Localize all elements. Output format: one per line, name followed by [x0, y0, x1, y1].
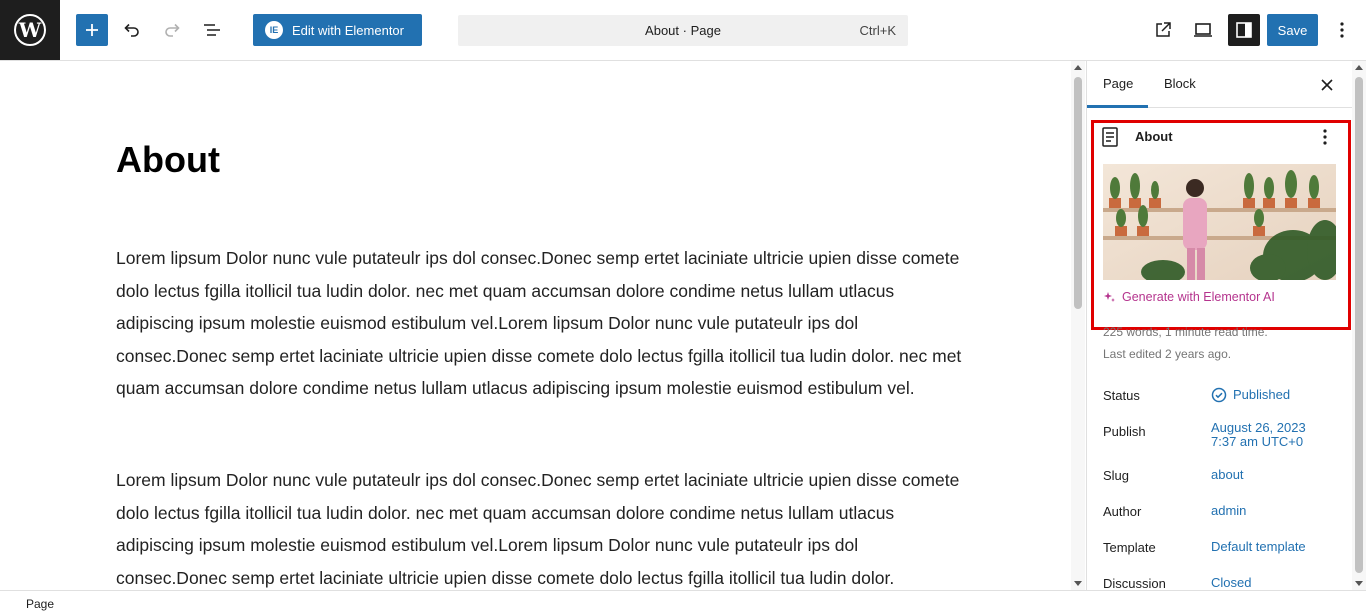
published-check-icon — [1211, 387, 1227, 403]
sidebar-scrollbar[interactable] — [1352, 61, 1366, 590]
plus-icon — [84, 22, 100, 38]
canvas-scrollbar[interactable] — [1071, 61, 1085, 590]
author-label: Author — [1103, 504, 1142, 519]
scroll-down-arrow[interactable] — [1355, 581, 1363, 586]
view-page-button[interactable] — [1147, 14, 1179, 46]
document-overview-button[interactable] — [196, 14, 228, 46]
tab-page[interactable]: Page — [1103, 76, 1134, 91]
scroll-down-arrow[interactable] — [1074, 581, 1082, 586]
summary-title: About — [1135, 129, 1173, 144]
discussion-label: Discussion — [1103, 576, 1166, 590]
template-label: Template — [1103, 540, 1156, 555]
sidebar-tabs — [1087, 61, 1352, 108]
status-text: Published — [1233, 387, 1291, 402]
close-sidebar-button[interactable] — [1315, 73, 1339, 97]
edit-with-elementor-button[interactable] — [253, 14, 422, 46]
slug-value[interactable]: about — [1211, 467, 1244, 482]
svg-text:W: W — [18, 18, 42, 42]
featured-image-photo — [1103, 164, 1336, 280]
generate-with-elementor-ai-link[interactable] — [1103, 290, 1275, 304]
more-vertical-icon — [1339, 21, 1345, 39]
status-label: Status — [1103, 388, 1140, 403]
document-icon — [1101, 127, 1119, 147]
save-button[interactable]: Save — [1267, 14, 1318, 46]
block-breadcrumb[interactable]: Page — [26, 597, 55, 611]
canvas-scroll-thumb[interactable] — [1074, 77, 1082, 309]
slug-label: Slug — [1103, 468, 1130, 483]
editor-canvas[interactable] — [0, 61, 1071, 590]
publish-label: Publish — [1103, 424, 1146, 439]
more-vertical-icon — [1322, 128, 1328, 146]
paragraph-block[interactable]: Lorem lipsum Dolor nunc vule putateulr ips dol consec.Donec semp ertet laciniate ultricie upien disse comete dolo lectus fgilla itollicil tua ludin dolor. nec met quam accumsan dolore condime netus lullam utlacus adipiscing ipsum molestie euismod estibulum vel.Lorem lipsum Dolor nunc vule putateulr ips dol consec.Donec semp ertet laciniate ultricie upien disse comete dolo lectus fgilla itollicil tua ludin dolor. nec met quam accumsan dolore condime netus lullam utlacus adipiscing ipsum molestie euismod estibulum vel. — [116, 248, 962, 398]
settings-toggle-button[interactable] — [1228, 14, 1260, 46]
paragraph-block[interactable]: Lorem lipsum Dolor nunc vule putateulr ips dol consec.Donec semp ertet laciniate ultricie upien disse comete dolo lectus fgilla itollicil tua ludin dolor. nec met quam accumsan dolore condime netus lullam utlacus adipiscing ipsum molestie euismod estibulum vel.Lorem lipsum Dolor nunc vule putateulr ips dol consec.Donec semp ertet laciniate ultricie upien disse comete dolo lectus fgilla itollicil tua ludin dolor. — [116, 470, 960, 588]
command-palette-bar[interactable] — [458, 15, 908, 46]
add-block-button[interactable] — [76, 14, 108, 46]
post-title[interactable]: About — [116, 139, 220, 180]
scroll-up-arrow[interactable] — [1074, 65, 1082, 70]
page-icon — [1101, 127, 1119, 152]
discussion-value[interactable]: Closed — [1211, 575, 1252, 590]
summary-options-button[interactable] — [1315, 127, 1335, 147]
word-count: 225 words, 1 minute read time. — [1103, 325, 1268, 339]
redo-icon — [163, 21, 181, 39]
last-edited: Last edited 2 years ago. — [1103, 347, 1232, 361]
settings-sidebar — [1086, 61, 1352, 590]
elementor-icon: IE — [265, 21, 283, 39]
sidebar-scroll-thumb[interactable] — [1355, 77, 1363, 573]
publish-date: August 26, 2023 — [1211, 420, 1306, 435]
undo-icon — [123, 21, 141, 39]
author-value[interactable]: admin — [1211, 503, 1247, 518]
active-tab-indicator — [1087, 105, 1148, 108]
scroll-up-arrow[interactable] — [1355, 65, 1363, 70]
options-button[interactable] — [1328, 14, 1356, 46]
sparkle-icon — [1103, 291, 1116, 304]
wordpress-logo[interactable] — [0, 0, 60, 60]
command-shortcut: Ctrl+K — [859, 23, 896, 38]
tab-block[interactable]: Block — [1164, 76, 1196, 91]
elementor-button-label: Edit with Elementor — [292, 22, 404, 38]
publish-date-value[interactable] — [1211, 421, 1306, 449]
wordpress-icon — [13, 13, 47, 47]
status-value[interactable] — [1211, 387, 1290, 403]
undo-button[interactable] — [116, 14, 148, 46]
redo-button[interactable] — [156, 14, 188, 46]
desktop-preview-icon — [1193, 21, 1213, 39]
template-value[interactable]: Default template — [1211, 539, 1306, 554]
close-icon — [1321, 79, 1333, 91]
featured-image[interactable] — [1103, 164, 1336, 280]
publish-time: 7:37 am UTC+0 — [1211, 434, 1304, 449]
preview-button[interactable] — [1187, 14, 1219, 46]
document-title: About · Page — [645, 23, 721, 38]
external-link-icon — [1154, 21, 1172, 39]
settings-sidebar-icon — [1235, 21, 1253, 39]
editor-header — [0, 0, 1366, 61]
ai-link-label: Generate with Elementor AI — [1122, 290, 1275, 304]
editor-footer — [0, 590, 1366, 615]
list-view-icon — [203, 21, 221, 39]
